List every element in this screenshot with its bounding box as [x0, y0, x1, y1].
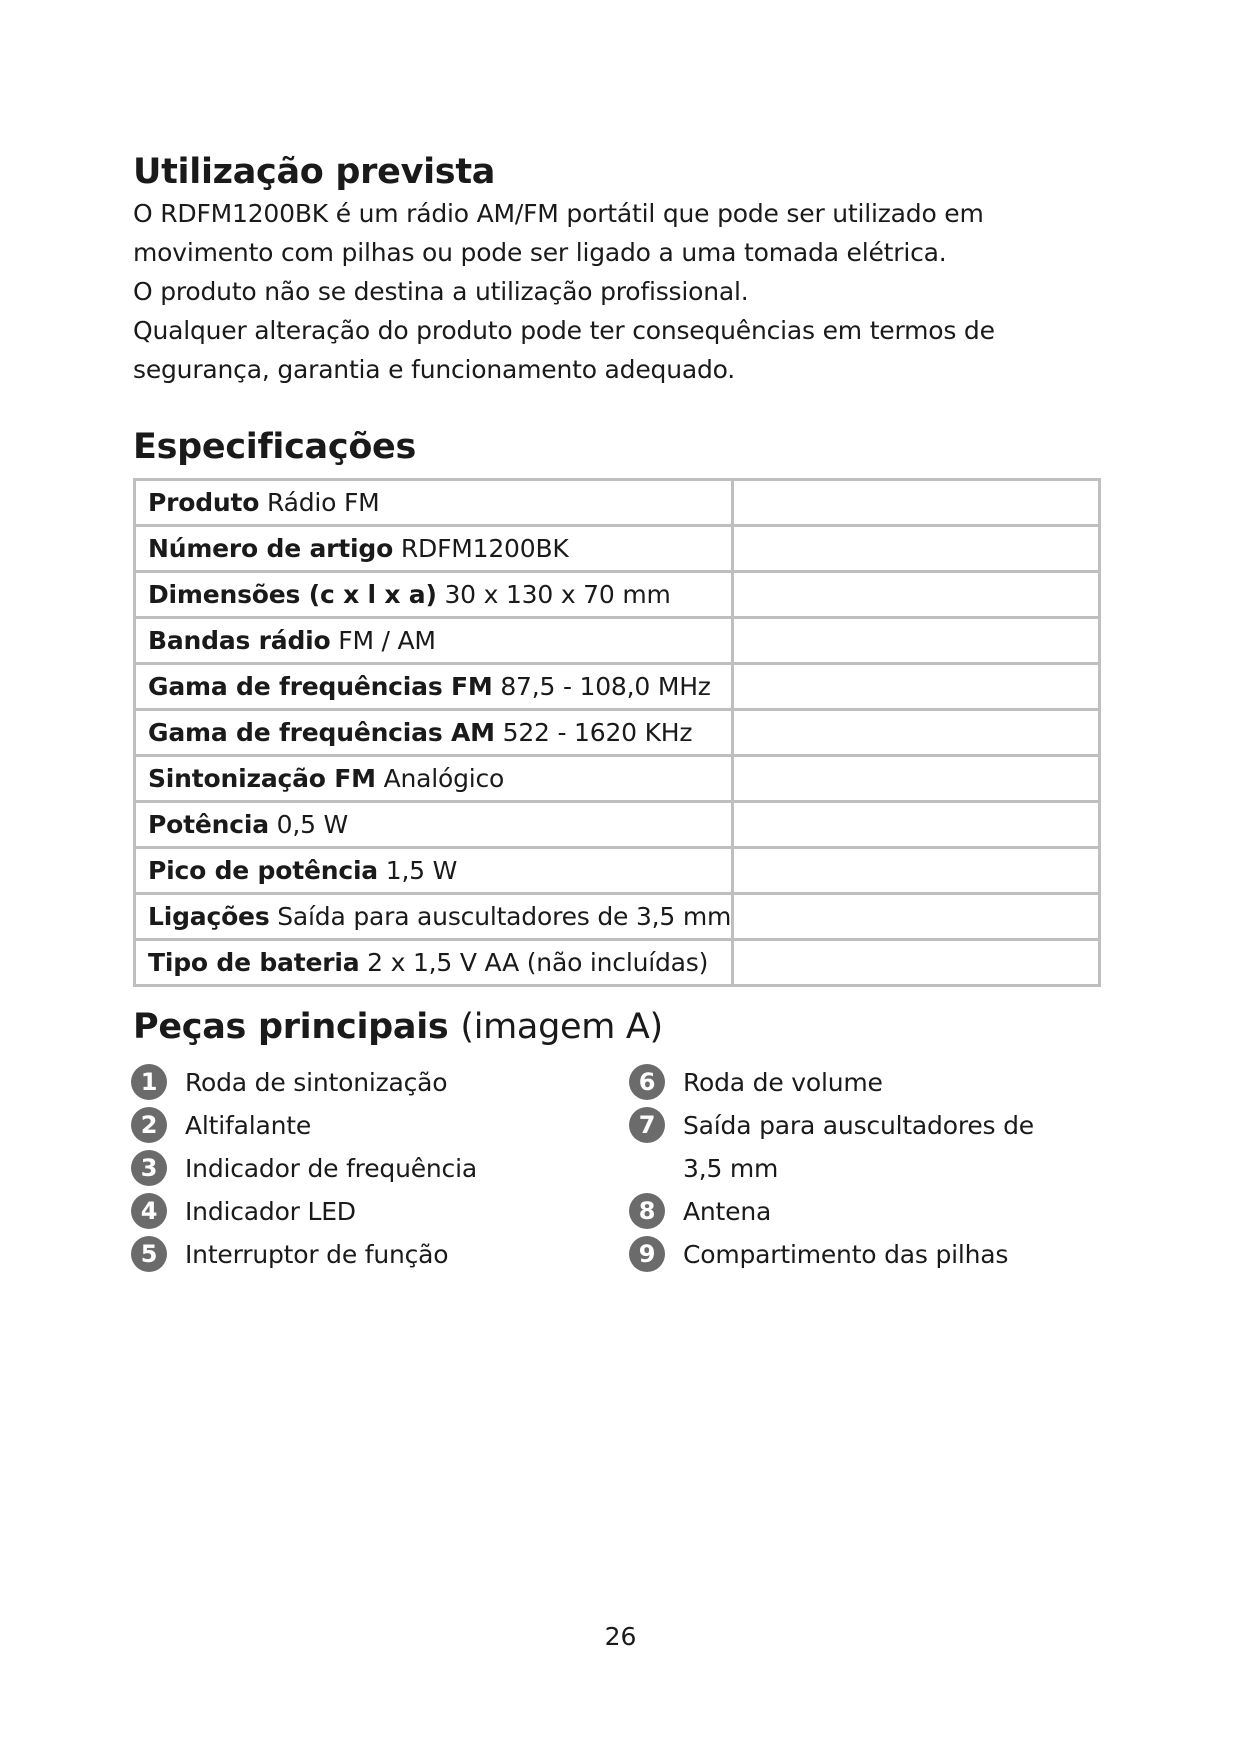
main-parts-section: [133, 1005, 1113, 1281]
spec-empty-cell: [733, 526, 1100, 572]
spec-value: RDFM1200BK: [400, 534, 569, 563]
list-item: [131, 1233, 477, 1276]
spec-empty-cell: [733, 940, 1100, 986]
specifications-heading: Especificações: [133, 427, 417, 467]
part-label: Roda de sintonização: [185, 1068, 448, 1097]
spec-label: Dimensões (c x l x a): [148, 580, 437, 609]
number-badge-icon: 5: [131, 1236, 167, 1272]
spec-value: 0,5 W: [276, 810, 349, 839]
number-badge-icon: 3: [131, 1150, 167, 1186]
list-item: [131, 1104, 477, 1147]
part-label: Interruptor de função: [185, 1240, 449, 1269]
table-row: [135, 848, 1100, 894]
spec-label: Número de artigo: [148, 534, 394, 563]
part-label: Altifalante: [185, 1111, 312, 1140]
spec-value: 1,5 W: [385, 856, 458, 885]
spec-cell: [135, 756, 733, 802]
spec-value: FM / AM: [338, 626, 436, 655]
intended-use-heading: Utilização prevista: [133, 152, 496, 192]
spec-label: Gama de frequências FM: [148, 672, 493, 701]
table-row: [135, 710, 1100, 756]
number-badge-icon: 2: [131, 1107, 167, 1143]
number-badge-icon: 1: [131, 1064, 167, 1100]
spec-value: 87,5 - 108,0 MHz: [500, 672, 711, 701]
spec-cell: [135, 526, 733, 572]
part-label: Indicador LED: [185, 1197, 356, 1226]
spec-value: Analógico: [383, 764, 505, 793]
main-parts-heading-note: (imagem A): [460, 1007, 663, 1047]
spec-cell: [135, 480, 733, 526]
spec-empty-cell: [733, 802, 1100, 848]
intended-use-line: movimento com pilhas ou pode ser ligado a uma tomada elétrica.: [133, 238, 947, 267]
number-badge-icon: 4: [131, 1193, 167, 1229]
table-row: [135, 572, 1100, 618]
spec-cell: [135, 664, 733, 710]
spec-value: 30 x 130 x 70 mm: [444, 580, 671, 609]
spec-empty-cell: [733, 710, 1100, 756]
table-row: [135, 756, 1100, 802]
spec-empty-cell: [733, 848, 1100, 894]
spec-label: Bandas rádio: [148, 626, 331, 655]
main-parts-heading: [133, 1005, 1113, 1049]
spec-label: Potência: [148, 810, 269, 839]
spec-cell: [135, 848, 733, 894]
part-label: Saída para auscultadores de: [683, 1111, 1034, 1140]
specifications-section: [133, 425, 1113, 987]
intended-use-line: O RDFM1200BK é um rádio AM/FM portátil que pode ser utilizado em: [133, 199, 984, 228]
main-parts-heading-bold: Peças principais: [133, 1007, 449, 1047]
spec-empty-cell: [733, 756, 1100, 802]
spec-value: Saída para auscultadores de 3,5 mm: [277, 902, 732, 931]
part-label: Antena: [683, 1197, 772, 1226]
number-badge-icon: 8: [629, 1193, 665, 1229]
table-row: [135, 802, 1100, 848]
spec-value: 2 x 1,5 V AA (não incluídas): [367, 948, 709, 977]
spec-cell: [135, 894, 733, 940]
parts-list: [133, 1061, 1113, 1281]
intended-use-line: Qualquer alteração do produto pode ter consequências em termos de: [133, 316, 995, 345]
part-label: Indicador de frequência: [185, 1154, 477, 1183]
spec-cell: [135, 618, 733, 664]
list-item: [131, 1061, 477, 1104]
table-row: [135, 618, 1100, 664]
parts-column-left: [131, 1061, 477, 1276]
intended-use-text: [133, 194, 1113, 389]
number-badge-icon: 6: [629, 1064, 665, 1100]
list-item: [131, 1147, 477, 1190]
spec-value: 522 - 1620 KHz: [502, 718, 693, 747]
part-label-continuation: 3,5 mm: [683, 1154, 779, 1183]
list-item: [629, 1233, 1034, 1276]
list-item: [629, 1104, 1034, 1147]
table-row: [135, 940, 1100, 986]
spec-empty-cell: [733, 664, 1100, 710]
intended-use-line: segurança, garantia e funcionamento adequado.: [133, 355, 736, 384]
spec-empty-cell: [733, 480, 1100, 526]
spec-empty-cell: [733, 572, 1100, 618]
number-badge-icon: 7: [629, 1107, 665, 1143]
spec-label: Gama de frequências AM: [148, 718, 495, 747]
spec-empty-cell: [733, 618, 1100, 664]
spec-label: Ligações: [148, 902, 270, 931]
page-content: [133, 150, 1113, 1281]
table-row: [135, 526, 1100, 572]
intended-use-section: [133, 150, 1113, 389]
spec-label: Produto: [148, 488, 260, 517]
spec-cell: [135, 572, 733, 618]
page-number: 26: [604, 1622, 637, 1651]
spec-empty-cell: [733, 894, 1100, 940]
number-badge-icon: 9: [629, 1236, 665, 1272]
list-item: [629, 1061, 1034, 1104]
list-item: [131, 1190, 477, 1233]
spec-cell: [135, 940, 733, 986]
table-row: [135, 664, 1100, 710]
parts-column-right: [629, 1061, 1034, 1276]
spec-label: Pico de potência: [148, 856, 378, 885]
spec-cell: [135, 802, 733, 848]
part-label: Roda de volume: [683, 1068, 883, 1097]
part-label: Compartimento das pilhas: [683, 1240, 1009, 1269]
spec-label: Tipo de bateria: [148, 948, 360, 977]
list-item-continuation: [629, 1147, 1034, 1190]
specifications-table: [133, 478, 1101, 987]
spec-value: Rádio FM: [267, 488, 380, 517]
spec-label: Sintonização FM: [148, 764, 376, 793]
spec-cell: [135, 710, 733, 756]
table-row: [135, 894, 1100, 940]
intended-use-line: O produto não se destina a utilização profissional.: [133, 277, 749, 306]
list-item: [629, 1190, 1034, 1233]
table-row: [135, 480, 1100, 526]
